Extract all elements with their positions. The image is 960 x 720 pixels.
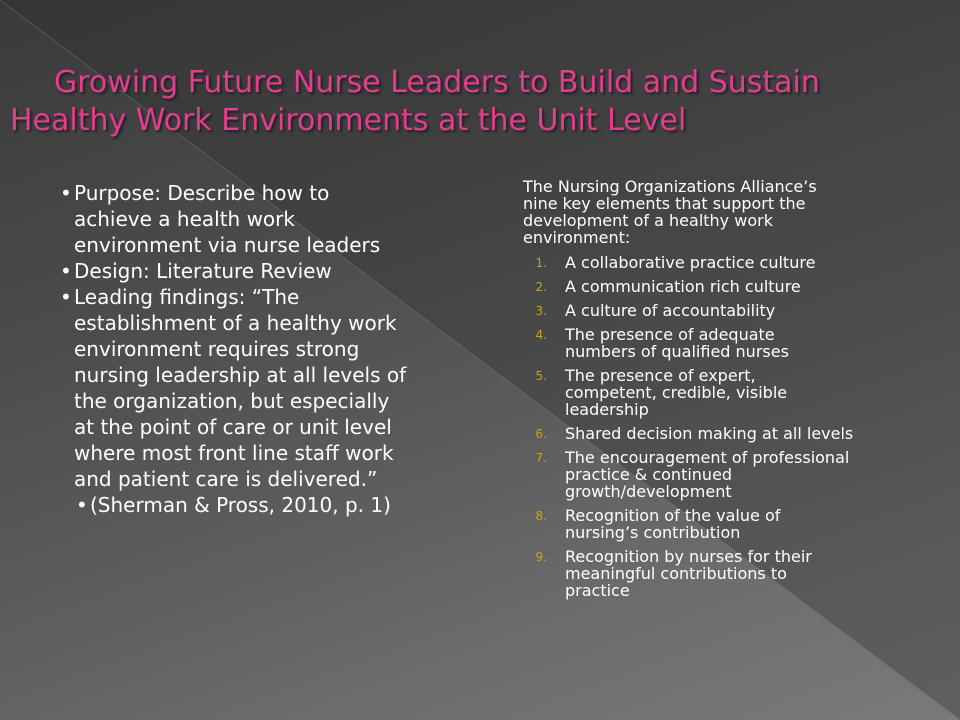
- list-item-text: Recognition of the value of nursing’s contribution: [565, 506, 781, 542]
- list-number: 3.: [535, 304, 547, 318]
- list-item: [516, 254, 936, 271]
- list-item-text: The presence of adequate numbers of qualified nurses: [565, 325, 789, 361]
- list-item-text: The presence of expert, competent, credible, visible leadership: [565, 366, 788, 419]
- design-bullet: • Design: Literature Review: [60, 258, 455, 284]
- findings-bullet: • Leading findings: “The establishment of a healthy work environment requires strong nursing leadership at all levels of the organization, but especially at the point of care or unit level where most front line staff work and patient care is delivered.”: [60, 284, 455, 492]
- list-number: 8.: [535, 509, 547, 523]
- list-item: [516, 425, 936, 442]
- right-content: [516, 178, 936, 606]
- list-item-text: A culture of accountability: [565, 301, 776, 320]
- list-item-text: The encouragement of professional practice & continued growth/development: [565, 448, 850, 501]
- list-number: 7.: [535, 451, 547, 465]
- list-item: [516, 326, 936, 360]
- list-item: [516, 278, 936, 295]
- list-item: [516, 367, 936, 418]
- list-item-text: A collaborative practice culture: [565, 253, 816, 272]
- list-number: 9.: [535, 550, 547, 564]
- list-item-text: Recognition by nurses for their meaningful contributions to practice: [565, 547, 812, 600]
- list-item-text: Shared decision making at all levels: [565, 424, 854, 443]
- purpose-bullet: • Purpose: Describe how to achieve a health work environment via nurse leaders: [60, 180, 455, 258]
- slide-title: [10, 64, 950, 140]
- list-item: [516, 548, 936, 599]
- list-number: 2.: [535, 280, 547, 294]
- left-bullet-list: [60, 180, 455, 518]
- intro-text: The Nursing Organizations Alliance’s nine key elements that support the development of a healthy work environment:: [523, 177, 817, 247]
- list-item: [516, 302, 936, 319]
- list-item-text: A communication rich culture: [565, 277, 801, 296]
- key-elements-list: [516, 254, 936, 599]
- list-number: 5.: [535, 369, 547, 383]
- citation-bullet: • (Sherman & Pross, 2010, p. 1): [60, 492, 455, 518]
- list-item: [516, 507, 936, 541]
- list-number: 1.: [535, 256, 547, 270]
- title-line-1: Growing Future Nurse Leaders to Build and Sustain: [54, 65, 820, 100]
- title-line-2: Healthy Work Environments at the Unit Level: [10, 103, 687, 138]
- list-item: [516, 449, 936, 500]
- list-number: 4.: [535, 328, 547, 342]
- list-number: 6.: [535, 427, 547, 441]
